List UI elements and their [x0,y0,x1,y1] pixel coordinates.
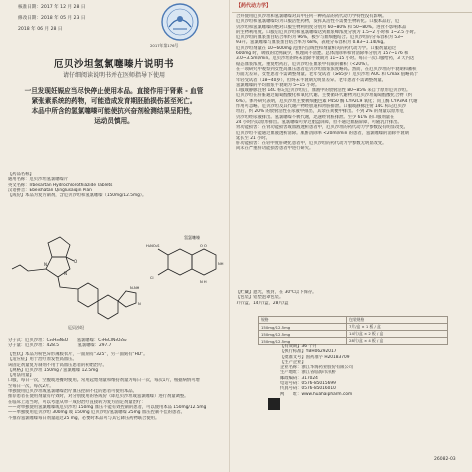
body-line: 英文名称：Irbesartan Hydrochlorothiazide Tablets [8,182,113,188]
body-line: 尚未在严重肝功能损害患者中进行研究。 [236,146,314,152]
body-line: ——单独使用厄贝沙坦 300mg 或 150mg 厄贝沙坦/氢氯噻嗪 25mg 血压控制不佳的患者。 [8,410,185,416]
table-cell: 28片/盒 × 4 板 / 盒 [347,338,448,345]
svg-text:N: N [64,271,67,276]
body-line: 氢氯噻嗪的平均血浆半衰期为 5~15 小时。 [236,82,320,88]
body-line: 口服，每日一次，空腹或进餐时使用。常用起始剂量和维持剂量为每日一次，每次1片，根据病情可增 [8,378,200,384]
body-line: 600mg 时，吸收的比例减少，机理尚不清楚。总体清除率和肾清除率分别为 157~176 和 [236,51,409,57]
revision-date-1: 修改日期：2018 年 05 月 23 日 [18,16,86,21]
package-table [258,316,448,345]
drug-name-section [8,172,226,198]
svg-text:H₂NO₂S: H₂NO₂S [146,244,160,248]
usage-section [8,352,226,421]
company-logo-icon [268,398,280,410]
body-line: 厄贝沙坦和氢氯噻嗪均为口服活性药物，发挥其活性不需要生物转化。口服本品后，厄 [236,19,400,25]
body-line: 坦后，约 20% 的放射活性在尿液中排出，其余在粪便中排出。不到 2% 的剂量以原形厄 [236,109,404,115]
body-line: 口服或静脉注射 14C 标记厄贝沙坦后，血液中的放射活性 80~85% 来自于原形厄贝沙坦。 [236,88,411,94]
boxed-warning [14,86,214,126]
body-line: 年轻受试者（18~40岁），但终末半衰期无明显差异。老年患者不需调整剂量。 [236,77,386,83]
body-line: 的生物利用度。口服后厄贝沙坦和氢氯噻嗪达到血浆峰浓度分别为 1.5~2 小时和 1~2.5 小时。 [236,29,419,35]
body-line: 贝沙坦和氢氯噻嗪的绝对口服生物利用度分别为 60~80% 和 50~80%。进食不影响本品 [236,24,407,30]
body-line: 通用名称：厄贝沙坦氢氯噻嗪片 [8,177,69,183]
body-line: 肝功能损害：在轻中度肝硬化患者中，厄贝沙坦的药代动力学参数无明显改变。 [236,141,387,147]
body-line: 至每日一次，每次2片。 [8,383,54,389]
page-title: 厄贝沙坦氢氯噻嗪片说明书 [53,59,174,70]
right-header-bar [232,0,472,13]
body-line: 厄贝沙坦的血浆蛋白结合率约为 96%，极少与血细胞结合。厄贝沙坦的分布容积为 53~ [236,35,404,41]
table-row [259,331,448,338]
body-line: 【成份】本品为复方制剂，含厄贝沙坦和氢氯噻嗪（150mg/12.5mg）。 [8,193,147,199]
table-cell: 14片/盒 × 2 板 / 盒 [347,331,448,338]
body-line: 93升。氢氯噻嗪与血浆蛋白结合率为 68%，表观分布容积为 0.83~1.14l/kg。 [236,40,388,46]
manufacturer-section [280,344,460,397]
body-line: ——对单独使用氢氯噻嗪或厄贝沙坦 150mg 血压不能有效控制的患者，可以使用本品 150mg/12.5mg [8,404,207,410]
formula-section [8,338,226,349]
body-line: 【用法用量】 [8,373,34,379]
svg-text:N: N [44,262,47,267]
leaflet-code: 26082-03 [434,457,456,462]
svg-text:Cl: Cl [150,276,154,280]
svg-text:O O: O O [200,244,207,248]
body-line: 3.0~3.5ml/min。厄贝沙坦的终末消除半衰期为 11~15 小时。每日一次口服给药，3 天内达 [236,56,415,62]
warning-line: 一旦发现妊娠应当尽快停止使用本品。直接作用于肾素 - 血管 [24,87,204,95]
body-line: 7片/盒、14片/盒、28片/盒 [236,300,289,306]
body-line: 邮政编码：317024 [280,375,318,381]
body-line: 厄贝沙坦剂量在 10~600mg 范围内呈线性和剂量相关的药代动力学。口服剂量超过 [236,45,397,51]
body-line: 6%）。体外研究表明，厄贝沙坦主要被细胞色素 P450 酶 CYP2C9 氧化；同工酶 CYP3A4 代谢 [236,98,418,104]
body-line: 厄贝沙坦不能通过血液透析清除。肌酐清除率 <20ml/min 的患者，氢氯噻嗪的消除半衰期 [236,130,409,136]
table-cell: 150mg/12.5mg [259,324,347,331]
body-line: 在一项研究中观察到女性高血压患者厄贝沙坦血浆浓度略高。然而，在厄贝沙坦的半衰期和蓄积 [236,66,417,72]
warning-line: 紧张素系统的药物，可能造成发育期胚胎损伤甚至死亡。 [31,97,197,105]
body-line: 厄贝沙坦在肝脏通过葡萄醛酸化和氧化代谢。主要循环代谢物为厄贝沙坦葡萄醛酸化合物（约 [236,93,413,99]
body-line: 方面无差异，女性患者不需调整剂量。老年受试者（≥65岁）厄贝沙坦 AUC 和 Cmax 值略高于 [236,72,419,78]
svg-text:N: N [138,302,141,306]
body-line: 合并使用厄贝沙坦和氢氯噻嗪对其中任何一种药品的药代动力学特性没有影响。 [236,14,387,19]
chemical-structure-diagram [8,225,228,335]
body-line: 【药品名称】 [8,172,34,177]
body-line: 推荐患者在使用剂量有疗效时，对分别使用的各成份（即厄贝沙坦或氢氯噻嗪）进行剂量调整。 [8,394,189,400]
body-line: 【性状】本品为粉色异形薄膜衣片，一面刻有“325”，另一面刻有“HD”。 [8,352,148,357]
seal-label: 2017年第176号 [150,43,179,48]
revision-dates [18,2,85,35]
table-cell: 包装规格 [347,317,448,324]
body-line: 【执行标准】YBH06292017 [280,349,337,355]
table-cell: 150mg/12.5mg [259,331,347,338]
table-cell: 7片/盒 × 1 板 / 盒 [347,324,448,331]
body-line: 作用可忽略。厄贝沙坦及其代谢产物经胆道和肾脏排泄。口服或静脉注射 14C 标记厄贝沙 [236,104,407,110]
body-line: 在临床上适当时，可以考虑从单一成份治疗直接转为复方固定剂量治疗： [8,399,146,405]
body-line: 不推荐氢氯噻嗪每日剂量超过25 mg，必要时本品可与其它降压药物联合使用。 [8,415,160,421]
table-row [259,324,448,331]
warning-line: 本品中所含的氢氯噻嗪可能使抗兴奋剂检测结果呈阳性， [31,107,197,115]
body-line: 【有效期】36 个月 [280,344,317,349]
storage-section [236,290,451,306]
body-line: 【批准文号】国药准字 H20183709 [280,354,350,360]
body-line: 该固定剂量复方制剂不用于高血压患者的初始治疗。 [8,362,107,368]
table-row [259,317,448,324]
svg-text:NH: NH [218,262,224,266]
svg-text:N-NH: N-NH [130,286,140,290]
irbesartan-label: 厄贝沙坦 [68,325,84,330]
body-line: 肾功能损害：在肾功能损害或血液透析患者中，厄贝沙坦的药代动力学参数没有明显改变。 [236,125,408,131]
svg-text:N H: N H [200,280,207,284]
body-line: 传真号码：0576-85016010 [280,386,336,392]
body-line: 网 址：www.huahaipharm.com [280,391,353,397]
body-line: 【规格】厄贝沙坦 150mg / 氢氯噻嗪 12.5mg [8,367,99,373]
body-line: 电话号码：0576-85015699 [280,381,336,387]
body-line: 延长至 21 小时。 [236,135,270,141]
body-line: 24 小时内以原形排出。氢氯噻嗪可穿过胎盘屏障，但不通过血脑屏障，可随乳汁排出。 [236,119,402,125]
body-line: 【贮藏】遮光，密封，在 30℃以下保存。 [236,290,317,295]
body-line: 分子量：厄贝沙坦：428.5 氢氯噻嗪：297.7 [8,343,112,349]
body-line: 分子式：厄贝沙坦：C₂₅H₂₈N₆O 氢氯噻嗪：C₇H₈ClN₃O₄S₂ [8,338,127,343]
column-divider [229,0,230,472]
approval-date: 核准日期：2017 年 12 月 28 日 [18,5,86,10]
pharmacokinetics-text [236,14,451,152]
body-line: 【生产企业】 [280,359,306,365]
svg-text:O: O [74,259,78,264]
revision-date-2: 2018 年 06 月 28 日 [18,27,63,32]
certification-seal-icon [160,2,200,42]
body-line: 单独使用厄贝沙坦或氢氯噻嗪治疗血压控制不佳的患者可使用本品。 [8,389,137,395]
body-line: 生产地址：浙江省临海市汛桥 [280,370,336,376]
body-line: 【适应症】用于治疗原发性高血压。 [8,357,77,363]
body-line: 企业名称：浙江华海药业股份有限公司 [280,365,354,371]
table-cell: 规格 [259,317,347,324]
body-line: 【包装】铝塑泡罩包装。 [236,295,284,301]
table-cell: 150mg/12.5mg [259,338,347,345]
body-line: 贝沙坦经尿液排出。氢氯噻嗪不被代谢，迅速经肾脏排泄。至少 61% 的口服剂量在 [236,114,395,120]
hctz-label: 氢氯噻嗪 [184,235,200,240]
warning-line: 运动员慎用。 [94,117,134,125]
page-subtitle: 请仔细阅读说明书并在医师指导下使用 [62,72,165,79]
body-line: 汉语拼音：Ebeishatan Qinglüsaiqin Pian [8,187,92,193]
body-line: 稳态血浆浓度。重复给药后，厄贝沙坦在血浆中有限的蓄积（<20%）。 [236,61,372,67]
section-title-pharmacokinetics: 【药代动力学】 [236,3,272,9]
